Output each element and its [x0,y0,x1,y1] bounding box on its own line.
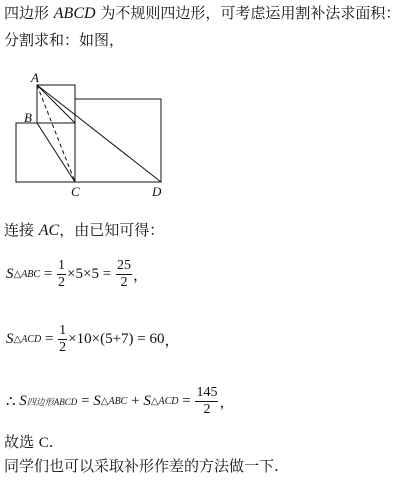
triangle-subscript: △ACD [13,333,42,345]
quadrilateral-subscript: 四边形ABCD [26,396,78,407]
intro-text: 四边形 [4,4,54,22]
label-C: C [71,184,80,199]
fraction-half [58,323,67,356]
diagonal-guide [37,85,75,123]
comma: ， [219,394,235,411]
denominator: 2 [116,274,132,291]
segment-name: AC [38,222,60,239]
answer-prefix: 故选 [4,433,39,451]
connect-suffix: ，由已知可得： [59,221,165,239]
numerator: 25 [116,257,131,273]
area-symbol: S [6,330,14,347]
equation-total-area [6,382,235,420]
intro-line-1 [4,2,400,25]
fraction-total [195,385,218,418]
label-A: A [31,70,39,85]
equation-area-abc [6,256,148,292]
comma: ， [132,267,148,284]
comma: ， [164,332,180,349]
answer-choice: C [38,435,49,451]
denominator: 2 [59,339,67,355]
numerator: 145 [196,384,218,400]
product-expression: ×10×(5+7) = 60 [68,330,165,347]
lower-left-rectangle [16,123,75,182]
answer-suffix: . [48,433,54,451]
segment-BC [37,123,75,182]
geometry-figure [0,64,200,204]
fraction-half [57,258,66,291]
connect-line [4,219,164,242]
product-expression: ×5×5 = [67,265,115,282]
big-rectangle [75,99,161,182]
label-D: D [152,184,162,199]
denominator: 2 [58,274,66,290]
intro-text-cont: 为不规则四边形，可考虑运用割补法求面积： [95,4,401,22]
fraction-result [116,258,132,291]
equals: = [40,265,57,282]
area-symbol: S [19,392,27,409]
equals: = [178,392,195,409]
answer-line [4,431,54,454]
triangle-subscript: △ABC [13,268,41,280]
connect-prefix: 连接 [4,221,39,239]
area-symbol: S [93,392,101,409]
triangle-subscript: △ABC [100,395,128,407]
label-B: B [24,110,32,125]
closing-line: 同学们也可以采取补形作差的方法做一下. [4,457,279,475]
triangle-subscript: △ACD [150,395,179,407]
intro-line-2: 分割求和：如图， [4,31,125,49]
numerator: 1 [58,257,66,273]
denominator: 2 [195,401,218,418]
quadrilateral-name: ABCD [53,5,96,22]
equation-area-acd [6,321,180,357]
therefore-symbol: ∴ [6,393,20,410]
plus: + [127,392,144,409]
area-symbol: S [6,265,14,282]
equals: = [41,330,58,347]
equals: = [77,392,94,409]
area-symbol: S [143,392,151,409]
numerator: 1 [59,322,67,338]
